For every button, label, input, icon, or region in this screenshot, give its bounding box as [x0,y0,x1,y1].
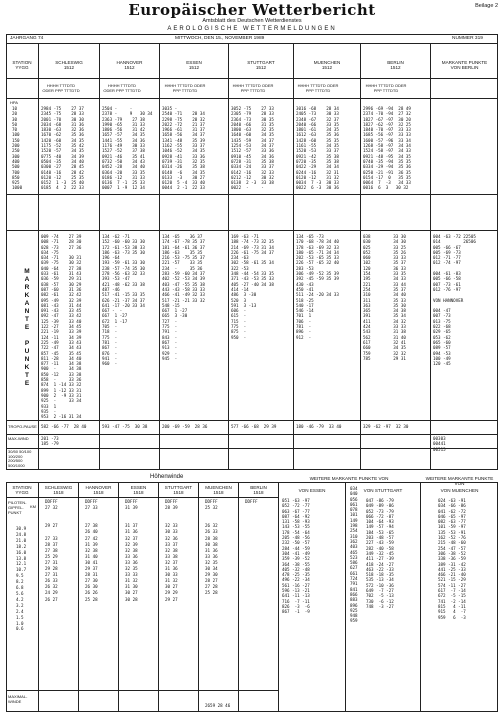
markante-muenchen: 134 -65 -73 170 -68 -78 34 40 178 -63 -69 32 33 180 -65 -71 34 34 202 -53 -65 35 33 226 -57 -65 32 40 283 -53 306 -49 -52 35 39 392 -45 -59 35 39 430 -43 450 -41 511 -24 -20 34 33 518 -25 540 -17 546 -14 701 1 706 - 781 - 896 - 912 - [296,234,339,340]
von-stuttgart: VON STUTTGART [363,488,403,493]
col-head-4: HHHH TTTDTD ODER PPP TTTDTD [232,83,274,93]
markante-right: 004 -63 -72 22505 014 26506 005 -66 -67 005 -69 -73 012 -71 -77 012 -74 -97 004 -61 -83 005 -66 -58 007 -73 -61 012 -76 -97 VON HANNOVER 004 -47 007 -73 013 -75 022 -68 029 -65 053 -62 065 -60 089 -57 094 -53 100 -49 120 -45 [433,234,476,367]
maximalwinde-label: MAXIMAL-WINDE [8,694,28,704]
piloten-label: PILOTEN-GIPFEL-PUNKT [8,500,27,515]
bottom-station-schleswig: SCHLESWIG 1518 [44,485,73,495]
bottom-hannover: DDFFF 27 33 27 38 26 40 27 42 31 39 32 38 31 40 30 41 29 37 28 31 27 30 26 30 26 26 25 28 [85,499,98,602]
von-essen: VON ESSEN [298,488,326,493]
col-head-2: HHHH TTTDTD ODER PPP TTTDTD [103,83,141,93]
data-berlin: 2996 -69 -94 28 49 2374 -70 -94 27 32 1827 -67 -97 30 20 1827 -62 -97 32 25 1840 -70 -97 33 33 1685 -56 -97 33 33 1600 -57 -96 33 34 1268 -58 -97 34 34 1524 -58 -97 34 33 0921 -48 -95 34 35 0740 -35 -94 35 35 0334 -29 -94 35 36 0250 -21 -91 36 35 0154 -17 0 35 35 0064 7 -3 34 33 0016 6 3 30 32 [363,106,411,191]
markante-essen: 134 -65 36 37 174 -67 -78 35 37 181 -64 -61 36 37 186 -63 35 35 216 -53 -75 35 37 221 -57 33 35 234 - 35 36 283 -59 -60 34 37 402 -52 -53 34 39 403 -47 -55 35 38 443 -43 -58 33 33 466 -41 -49 32 33 517 -21 -21 33 32 548 -15 667 1 -27 665 3 -30 727 - 775 - 791 - 843 - 867 - 913 - 929 - 945 - [162,234,205,361]
weitere-muenchen: 024 -63 -91 034 -66 -86 041 -62 -72 046 -65 -97 082 -63 -77 101 -59 -97 135 -53 -91 162 -52 -76 215 -48 -60 254 -47 -57 306 -38 -52 338 -36 -59 389 -31 -42 441 -25 -33 466 -21 -40 521 -15 -29 574 -11 -27 617 -7 -14 672 -5 -15 741 -2 -14 815 4 -11 915 4 -7 959 6 -3 [438,498,466,620]
hoehenwinde-title: Höhenwinde [150,474,184,480]
col-head-5: HHHH TTTDTD ODER PPP TTTDTD [297,83,339,93]
bottom-station-label: STATION YYGG [12,485,32,495]
col-head-6: HHHH TTTDTD ODER PPP TTTDTD [365,83,407,93]
bottom-maxwind: 2659 28 46 [205,703,231,708]
bottom-schleswig: DDFFF 27 32 29 27 27 33 28 37 27 38 25 29 27 31 29 28 27 31 26 33 26 32 24 29 26 27 [45,499,58,602]
beilage-label: Beilage 2 [475,3,498,9]
station-label: STATION YYGG [12,60,32,70]
tropo-essen: 200 -69 -59 28 36 [162,424,208,429]
km-label: KM [30,504,36,509]
markante-punkte-header: MARKANTE PUNKTE VON BERLIN [441,60,488,70]
tropo-berlin: 329 -62 -97 32 30 [363,424,409,429]
tropo-schleswig: 582 -66 -77 28 40 [41,424,87,429]
bottom-station-stuttgart: STUTTGART 1518 [164,485,193,495]
jahrgang: JAHRGANG 74 [10,36,44,41]
tropo-label: TROPO-PAUSE [8,424,37,429]
col-head-1: HHHH TTTDTD ODER PPP TTTDTD [42,83,80,93]
bottom-station-essen: ESSEN 1518 [130,485,147,495]
maxwind-berlin: 00303 00441 00515 [433,436,446,452]
bottom-station-berlin: BERLIN 1518 [250,485,267,495]
data-hannover: 2504 - - 2378 - 9 30 34 2363 -79 27 38 1990 -65 31 33 1806 -56 31 42 1657 -57 34 35 1441 -55 34 36 1176 -49 30 33 1527 -52 37 38 0921 -46 35 41 0732 -50 34 43 0452 -28 34 40 0364 -20 33 35 0186 -12 31 33 0136 7 -1 25 33 0007 1 -9 12 34 [102,106,153,191]
page-subtitle: Amtsblatt des Deutschen Wetterdienstes [202,18,302,24]
section-title: AEROLOGISCHE WETTERMELDUNGEN [167,26,337,32]
km-levels: 30.9 24.8 21.0 18.2 16.0 13.8 12.1 10.7 9.5 8.2 6.8 5.6 4.2 3.2 2.4 1.5 1.0 0.6 [16,526,27,632]
station-berlin: BERLIN 1512 [387,60,404,70]
bottom-essen: DDFFF 31 39 31 37 31 36 32 37 32 39 32 38 33 36 33 36 32 35 33 33 31 32 31 30 30 27 30 28 [125,499,138,602]
station-stuttgart: STUTTGART 1512 [247,60,275,70]
col-head-3: HHHH TTTDTD ODER PPP TTTDTD [164,83,206,93]
weitere-essen-2: 034 040 056 061 078 101 149 198 254 310 362 403 465 523 586 627 661 724 791 841 866 883 896 925 948 959 [350,486,358,624]
hpa-label: HPA [10,100,18,105]
weitere-stuttgart: 047 -86 -79 049 -89 -86 052 -73 -79 066 -72 -87 104 -64 -93 149 -57 -94 184 -53 -65 203 -48 -57 227 -43 -59 282 -40 -58 349 -32 -45 411 -27 -39 418 -24 -27 463 -22 -33 518 -18 -35 535 -13 -34 572 -10 -36 649 -7 -27 702 -5 -13 730 -6 -12 748 -3 -27 [366,498,394,609]
maxwind-schleswig: 201 -73 185 -79 [41,436,59,447]
data-essen: 3035 - 2540 -71 28 34 2298 -75 28 32 2022 -72 21 37 1966 -61 31 37 1658 -56 34 37 1341 -48 35 39 1162 -55 33 37 1046 -52 34 35 0928 -41 33 36 0739 -31 32 35 0314 -26 35 38 0148 -6 34 35 0133 -3 30 27 0120 5 -4 33 40 0044 2 -1 22 33 [162,106,205,191]
maxwind-label: MAX-WIND [8,436,29,441]
bottom-station-hannover: HANNOVER 1518 [85,485,112,495]
date-line: MITTWOCH, DEN 15., NOVEMBER 1989 [175,36,265,41]
markante-schleswig: 009 -74 27 39 008 -71 28 30 028 -73 27 36 034 -75 034 -71 30 31 039 -75 30 32 040 -64 27 38 033 -61 31 43 036 -59 29 31 038 -57 30 29 087 -60 31 36 082 -61 32 42 095 -49 32 39 081 -43 31 44 091 -43 33 45 092 -47 33 42 125 -39 33 40 122 -27 34 45 221 -19 33 39 124 -11 34 39 225 -49 33 43 722 -47 34 43 857 -45 35 45 811 -28 34 40 877 -11 34 38 900 - 34 38 850 -12 33 38 858 - 33 36 874 1 -14 33 32 899 1 -12 33 31 900 2 -9 33 31 925 - 33 34 933 1 935 - 953 2 -16 31 34 [41,234,82,420]
bottom-stuttgart: DDFFF 28 39 32 33 30 33 32 36 33 37 32 38 33 38 32 37 31 36 30 33 31 32 30 27 29 29 29 27 [165,499,178,602]
bottom-station-muenchen: MUENCHEN 1518 [205,485,232,495]
station-muenchen: MUENCHEN 1512 [313,60,341,70]
markante-stuttgart: 169 -63 -71 188 -74 -73 32 35 214 -69 -73 31 34 226 -61 -75 34 37 234 -63 302 -58 -61 35 34 322 -53 348 -44 -54 33 35 371 -43 -53 35 33 405 -27 -40 34 38 414 -14 486 3 -30 520 3 591 3 -13 606 - 615 - 715 - 775 - 875 - 950 - [231,234,274,340]
markante-hannover: 134 -62 -71 152 -60 -60 33 30 172 -61 -53 38 33 186 -63 -73 35 30 196 -64 193 -59 -61 33 30 238 -57 -74 35 30 278 -56 -63 32 33 393 -53 -47 421 -48 -62 33 38 487 -46 517 -41 -15 33 35 626 -21 -37 34 37 641 -17 -20 33 34 667 - - 667 1 -27 672 1 -17 705 - 718 - 775 - 781 - 867 - 876 - 941 - 960 - [102,234,145,367]
pressure-levels: 10 20 30 50 70 100 150 200 250 300 400 500 700 850 925 1000 [12,106,23,191]
data-stuttgart: 3052 -75 27 33 2305 -79 28 33 2364 -73 30 35 2040 -66 31 35 1800 -63 32 35 1640 -60 34 35 1435 -59 34 37 1254 -53 34 37 1512 -57 33 36 0910 -45 34 36 0728 -31 35 38 0334 -24 33 37 0142 -16 32 33 0212 -12 30 32 0138 2 -3 33 38 0022 - - [231,106,274,191]
station-schleswig: SCHLESWIG 1512 [55,60,83,70]
markante-vertical-label: M A R K A N T E P U N K T E [24,268,30,387]
weitere-essen: 051 -63 -97 052 -72 -77 063 -67 -77 087 -64 -92 131 -58 -93 143 -53 -55 178 -54 -64 205 -48 -56 232 -50 -57 284 -44 -59 304 -41 -49 359 -39 -52 364 -38 -55 405 -32 -48 478 -25 -35 496 -22 -34 561 -16 -27 596 -13 -21 641 -11 -13 716 -7 -11 826 -3 -6 867 -1 -9 [282,498,310,615]
shear-label: 30/50 50/100 100/200 200/500 500/1000 [8,449,33,468]
weitere-header-2: WEITERE MARKANTE PUNKTE VON [425,476,494,486]
markante-berlin: 038 33 30 030 34 30 025 33 25 052 35 26 060 33 33 102 35 37 120 36 33 154 33 35 195 34 33 221 33 44 254 35 37 310 34 40 311 35 33 363 35 30 365 34 38 391 35 34 411 34 32 424 33 33 543 31 38 562 31 40 617 32 41 660 34 35 759 32 32 785 29 31 [363,234,406,361]
tropo-stuttgart: 577 -66 -68 29 39 [231,424,277,429]
weitere-header-1: WEITERE MARKANTE PUNKTE VON [309,476,389,481]
data-schleswig: 2984 -75 27 37 2345 -75 28 33 2001 -70 30 30 2034 -68 31 36 1830 -63 32 36 1670 -62 35 36 1420 -60 34 35 1175 -52 35 42 1520 -57 34 35 0775 -40 34 39 0504 -35 34 40 0300 -27 28 45 0140 -16 28 42 0120 -12 25 35 0152 1 -3 25 40 0185 4 2 22 33 [41,106,84,191]
bottom-berlin: DDFFF [245,499,258,504]
page-title: Europäischer Wetterbericht [128,1,376,19]
station-hannover: HANNOVER 1512 [116,60,143,70]
bottom-muenchen: DDFFF 25 32 26 32 26 33 28 38 30 38 31 36 33 36 32 35 30 34 29 30 28 27 27 28 25 28 [205,499,218,596]
von-muenchen: VON MUENCHEN [440,488,479,493]
data-muenchen: 3016 -68 28 34 2405 -73 30 33 2348 -67 32 37 2040 -66 33 35 1801 -61 34 35 1612 -63 35 36 1428 -60 35 35 1161 -55 34 35 1520 -53 33 37 0921 -42 35 38 0720 -35 35 38 0422 -29 34 34 0244 -16 32 31 0120 -12 31 32 0034 7 -3 30 33 0022 6 -3 30 36 [296,106,339,191]
station-essen: ESSEN 1512 [186,60,202,70]
tropo-hannover: 593 -47 -75 30 38 [102,424,148,429]
tropo-muenchen: 180 -46 -79 33 40 [296,424,342,429]
nummer: NUMMER 319 [452,36,483,41]
